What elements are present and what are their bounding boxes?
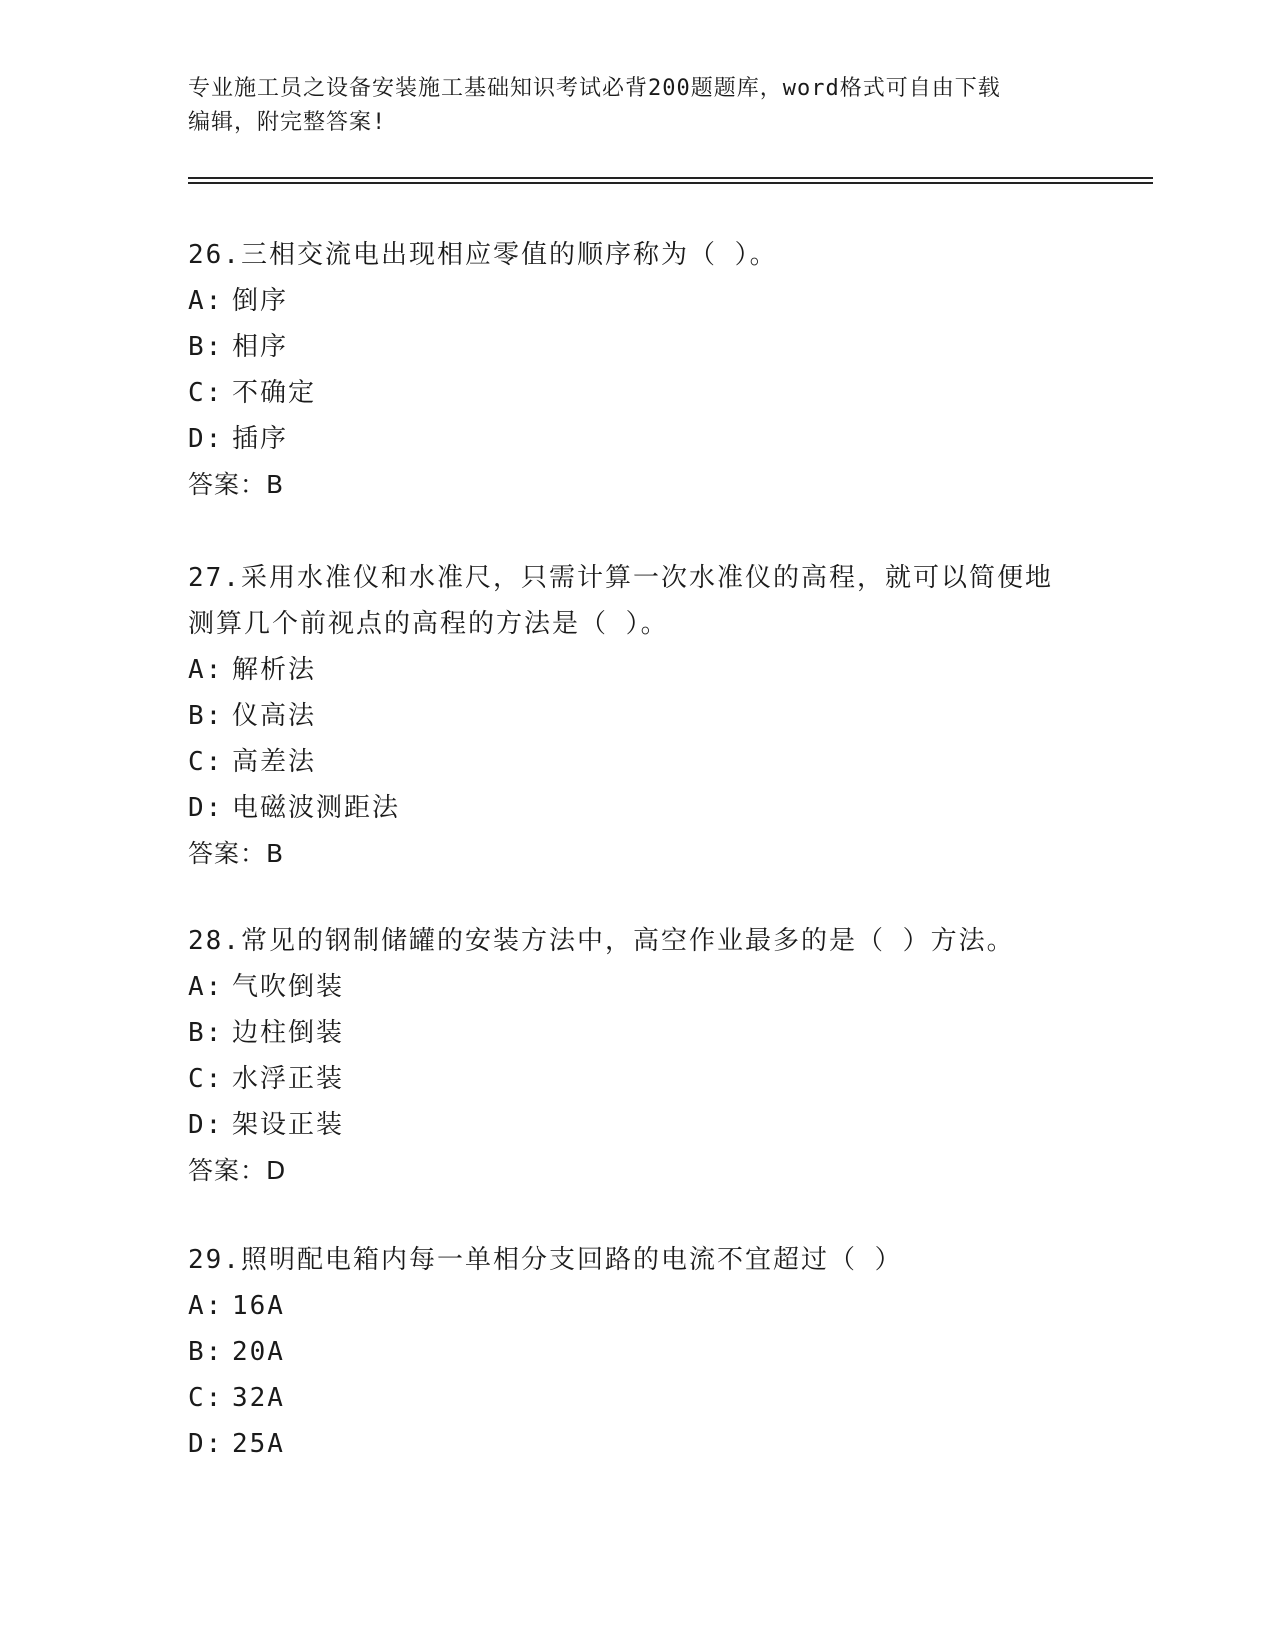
question-text: 29.照明配电箱内每一单相分支回路的电流不宜超过（ ）	[188, 1245, 903, 1275]
option-letter: D:	[188, 1429, 224, 1459]
option-text: 仪高法	[232, 701, 317, 731]
option-a	[188, 1283, 1088, 1329]
option-b	[188, 324, 1088, 370]
option-c	[188, 370, 1088, 416]
option-text: 边柱倒装	[232, 1018, 345, 1048]
question-26	[188, 232, 1088, 508]
option-letter: C:	[188, 1383, 224, 1413]
option-text: 架设正装	[232, 1110, 345, 1140]
option-letter: A:	[188, 1291, 224, 1321]
option-letter: C:	[188, 378, 224, 408]
question-text: 26.三相交流电出现相应零值的顺序称为（ ）。	[188, 240, 778, 270]
option-letter: B:	[188, 332, 224, 362]
option-a	[188, 278, 1088, 324]
option-text: 插序	[232, 424, 289, 454]
option-d	[188, 785, 1088, 831]
option-letter: D:	[188, 793, 224, 823]
option-c	[188, 1375, 1088, 1421]
document-header	[188, 72, 1088, 140]
option-c	[188, 1056, 1088, 1102]
option-text: 相序	[232, 332, 289, 362]
option-b	[188, 1010, 1088, 1056]
header-divider-top	[188, 177, 1153, 179]
option-letter: B:	[188, 1337, 224, 1367]
option-text: 气吹倒装	[232, 972, 345, 1002]
option-text: 电磁波测距法	[232, 793, 401, 823]
option-letter: A:	[188, 655, 224, 685]
header-divider-bottom	[188, 182, 1153, 184]
option-c	[188, 739, 1088, 785]
option-letter: A:	[188, 286, 224, 316]
option-b	[188, 1329, 1088, 1375]
header-line-1: 专业施工员之设备安装施工基础知识考试必背200题题库，word格式可自由下载	[188, 76, 1001, 101]
question-28	[188, 918, 1088, 1194]
answer: 答案：B	[188, 839, 285, 868]
option-text: 解析法	[232, 655, 317, 685]
option-text: 32A	[232, 1383, 285, 1413]
option-a	[188, 964, 1088, 1010]
option-d	[188, 1421, 1088, 1467]
option-letter: B:	[188, 1018, 224, 1048]
option-text: 20A	[232, 1337, 285, 1367]
option-letter: D:	[188, 424, 224, 454]
option-letter: B:	[188, 701, 224, 731]
option-letter: C:	[188, 1064, 224, 1094]
option-text: 16A	[232, 1291, 285, 1321]
answer: 答案：D	[188, 1156, 287, 1185]
option-d	[188, 416, 1088, 462]
option-a	[188, 647, 1088, 693]
option-text: 倒序	[232, 286, 289, 316]
question-text-line-2: 测算几个前视点的高程的方法是（ ）。	[188, 609, 669, 639]
option-d	[188, 1102, 1088, 1148]
option-text: 25A	[232, 1429, 285, 1459]
option-letter: C:	[188, 747, 224, 777]
question-29	[188, 1237, 1088, 1467]
header-line-2: 编辑，附完整答案!	[188, 110, 387, 135]
option-text: 高差法	[232, 747, 317, 777]
option-letter: A:	[188, 972, 224, 1002]
question-text-line-1: 27.采用水准仪和水准尺，只需计算一次水准仪的高程，就可以简便地	[188, 563, 1053, 593]
option-text: 不确定	[232, 378, 317, 408]
option-b	[188, 693, 1088, 739]
option-text: 水浮正装	[232, 1064, 345, 1094]
option-letter: D:	[188, 1110, 224, 1140]
question-27	[188, 555, 1088, 877]
answer: 答案：B	[188, 470, 285, 499]
question-text: 28.常见的钢制储罐的安装方法中，高空作业最多的是（ ）方法。	[188, 926, 1015, 956]
